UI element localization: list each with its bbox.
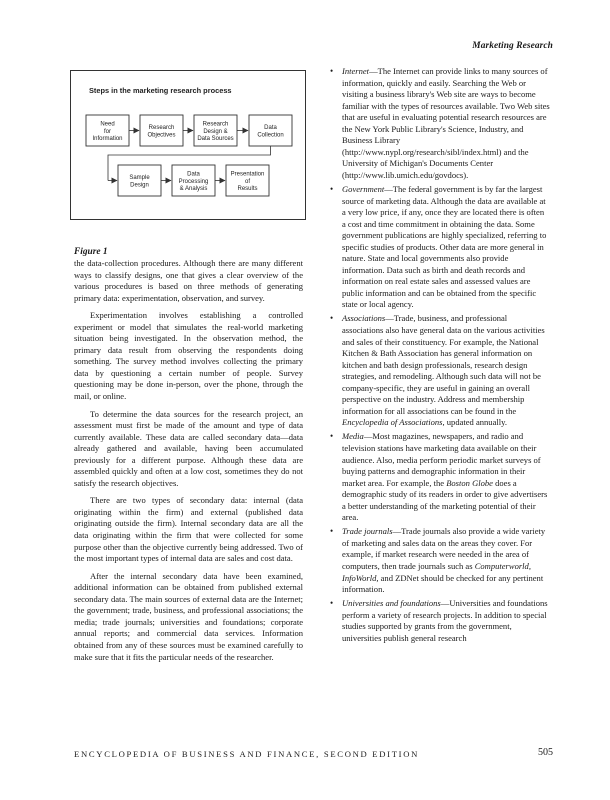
step-row1-3-label: Collection	[257, 132, 284, 139]
paragraph: the data-collection procedures. Although there are many different ways to classify designs, one that gives a clear overview of the various procedures is based on three methods of generating primary data: experimentation, observation, and survey.	[74, 258, 303, 303]
bullet-term: Associations	[342, 313, 386, 324]
step-row1-0-label: for	[103, 128, 112, 135]
bullet-icon: •	[330, 183, 334, 194]
bullet-icon: •	[330, 598, 334, 609]
flowchart	[71, 71, 307, 221]
bullet-term: Universities and foundations	[342, 598, 441, 609]
step-row2-2-label: of	[244, 178, 251, 185]
running-head: Marketing Research	[472, 41, 553, 51]
bullet-government	[330, 184, 550, 311]
left-column	[74, 258, 303, 669]
paragraph: Experimentation involves establishing a controlled experiment or model that simulates the real-world marketing situation being investigated. In the observation method, the primary data result from observing the respondents doing something. The survey method involves collecting the primary data by questioning a certain number of people. Survey questioning may be done in-person, over the phone, through the mail, or online.	[74, 310, 303, 402]
bullet-icon: •	[330, 313, 334, 324]
step-row2-0-label: Sample	[129, 175, 150, 182]
bullet-text: —The federal government is by far the largest source of marketing data. Although the data are available at a very low price, if any, once they are located there is often a cost and time commitment in obtaining the data. Some government publications are highly specialized, referring to specific studies of products. Other data are more general in nature. State and local governments also provide information. Data such as birth and death records and information on real estate sales and assessed values are public information and can be obtained from the specific state or local agency.	[342, 183, 547, 310]
bullet-media	[330, 431, 550, 523]
step-row1-1-label: Objectives	[147, 132, 176, 139]
bullet-universities	[330, 598, 550, 644]
step-row1-0-label: Information	[92, 136, 123, 142]
bullet-tail: , updated annually.	[442, 417, 507, 428]
bullet-term: Trade journals	[342, 526, 393, 537]
step-row1-1-label: Research	[148, 125, 175, 132]
figure-caption: Figure 1	[74, 247, 108, 257]
page-number: 505	[538, 747, 553, 758]
figure-diagram	[70, 70, 306, 220]
bullet-tail: and ZDNet should be checked for any pertinent information.	[342, 572, 544, 595]
step-row1-2-label: Design &	[203, 128, 228, 135]
bullet-italic-ref: Boston Globe	[446, 477, 493, 488]
step-row1-0-label: Need	[100, 121, 115, 128]
step-row2-1-label: & Analysis	[179, 186, 208, 192]
bullet-icon: •	[330, 66, 334, 76]
bullet-text: —Trade, business, and professional associations also have general data on the various activities and sales of their constituency. For example, the National Kitchen & Bath Association has general information on kitchen and bath design professionals, research design strategies, and remodeling. Although such data will not be company-specific, they are useful in gaining an overall perspective on the industry. Address and membership information for all associations can be found in the	[342, 313, 545, 416]
step-row2-1-label: Data	[187, 171, 200, 178]
step-row1-2-label: Data Sources	[197, 136, 234, 142]
bullet-internet	[330, 66, 550, 181]
step-row1-3-label: Data	[264, 125, 277, 132]
bullet-term: Internet	[342, 66, 370, 76]
bullet-text: —The Internet can provide links to many sources of information, quickly and easily. Searching the Web or visiting a business library's Web site are ways to become familiar with the types of resources available. Two Web sites that are useful in evaluating potential research resources are the New York Public Library's Science, Industry, and Business Library (http://www.nypl.org/research/sibl/index.html) and the University of Michigan's Documents Center (http://www.lib.umich.edu/govdocs).	[342, 66, 550, 180]
step-row2-0-label: Design	[130, 182, 149, 189]
bullet-text: —Universities and foundations perform a variety of research projects. In addition to special studies supported by grants from the government, universities publish general research	[342, 598, 548, 643]
bullet-trade-journals	[330, 526, 550, 595]
bullet-icon: •	[330, 431, 334, 442]
bullet-text: —Most magazines, newspapers, and radio and television stations have marketing data available on their audience. Also, media perform periodic market surveys of buying patterns and demographic information in their market area. For example, the	[342, 431, 541, 488]
bullet-term: Government	[342, 183, 385, 194]
bullet-tail: does a demographic study of its readers in order to give advertisers a better understanding of the marketing potential of their area.	[342, 477, 548, 523]
figure-title: Steps in the marketing research process	[89, 86, 232, 95]
bullet-italic-ref: Computerworld, InfoWorld,	[342, 560, 531, 583]
step-row2-2-label: Presentation	[230, 171, 265, 178]
step-row2-2-label: Results	[237, 186, 258, 192]
paragraph: To determine the data sources for the research project, an assessment must first be made of the amount and type of data currently available. These data are called secondary data—data already gathered and available, having been accumulated previously for a different purpose. Although these data are assembled quickly and often at a low cost, sometimes they do not satisfy the research objectives.	[74, 408, 303, 488]
bullet-text: —Trade journals also provide a wide variety of marketing and sales data on the areas they cover. For example, if market research were needed in the area of computers, then trade journals such as	[342, 526, 546, 571]
bullet-italic-ref: Encyclopedia of Associations	[342, 417, 443, 428]
bullet-term: Media	[342, 431, 364, 442]
step-row2-1-label: Processing	[178, 178, 209, 185]
paragraph: There are two types of secondary data: internal (data originating within the firm) and external (published data originating outside the firm). Internal secondary data are all the data originating within the firm that were collected for some purpose other than the objective currently being addressed. Two of the most important types of internal data are sales and cost data.	[74, 495, 303, 564]
bullet-icon: •	[330, 526, 334, 537]
right-column	[330, 66, 550, 647]
bullet-associations	[330, 313, 550, 428]
footer-title: ENCYCLOPEDIA OF BUSINESS AND FINANCE, SECOND EDITION	[74, 749, 420, 759]
step-row1-2-label: Research	[202, 121, 229, 128]
paragraph: After the internal secondary data have been examined, additional information can be obtained from published external secondary data. The main sources of external data are the Internet; the government; trade, business, and professional associations; the media; trade journals; universities and foundations; corporate annual reports; and commercial data services. Information obtained from any of these sources must be examined carefully to make sure that it fits the particular needs of the researcher.	[74, 570, 303, 662]
